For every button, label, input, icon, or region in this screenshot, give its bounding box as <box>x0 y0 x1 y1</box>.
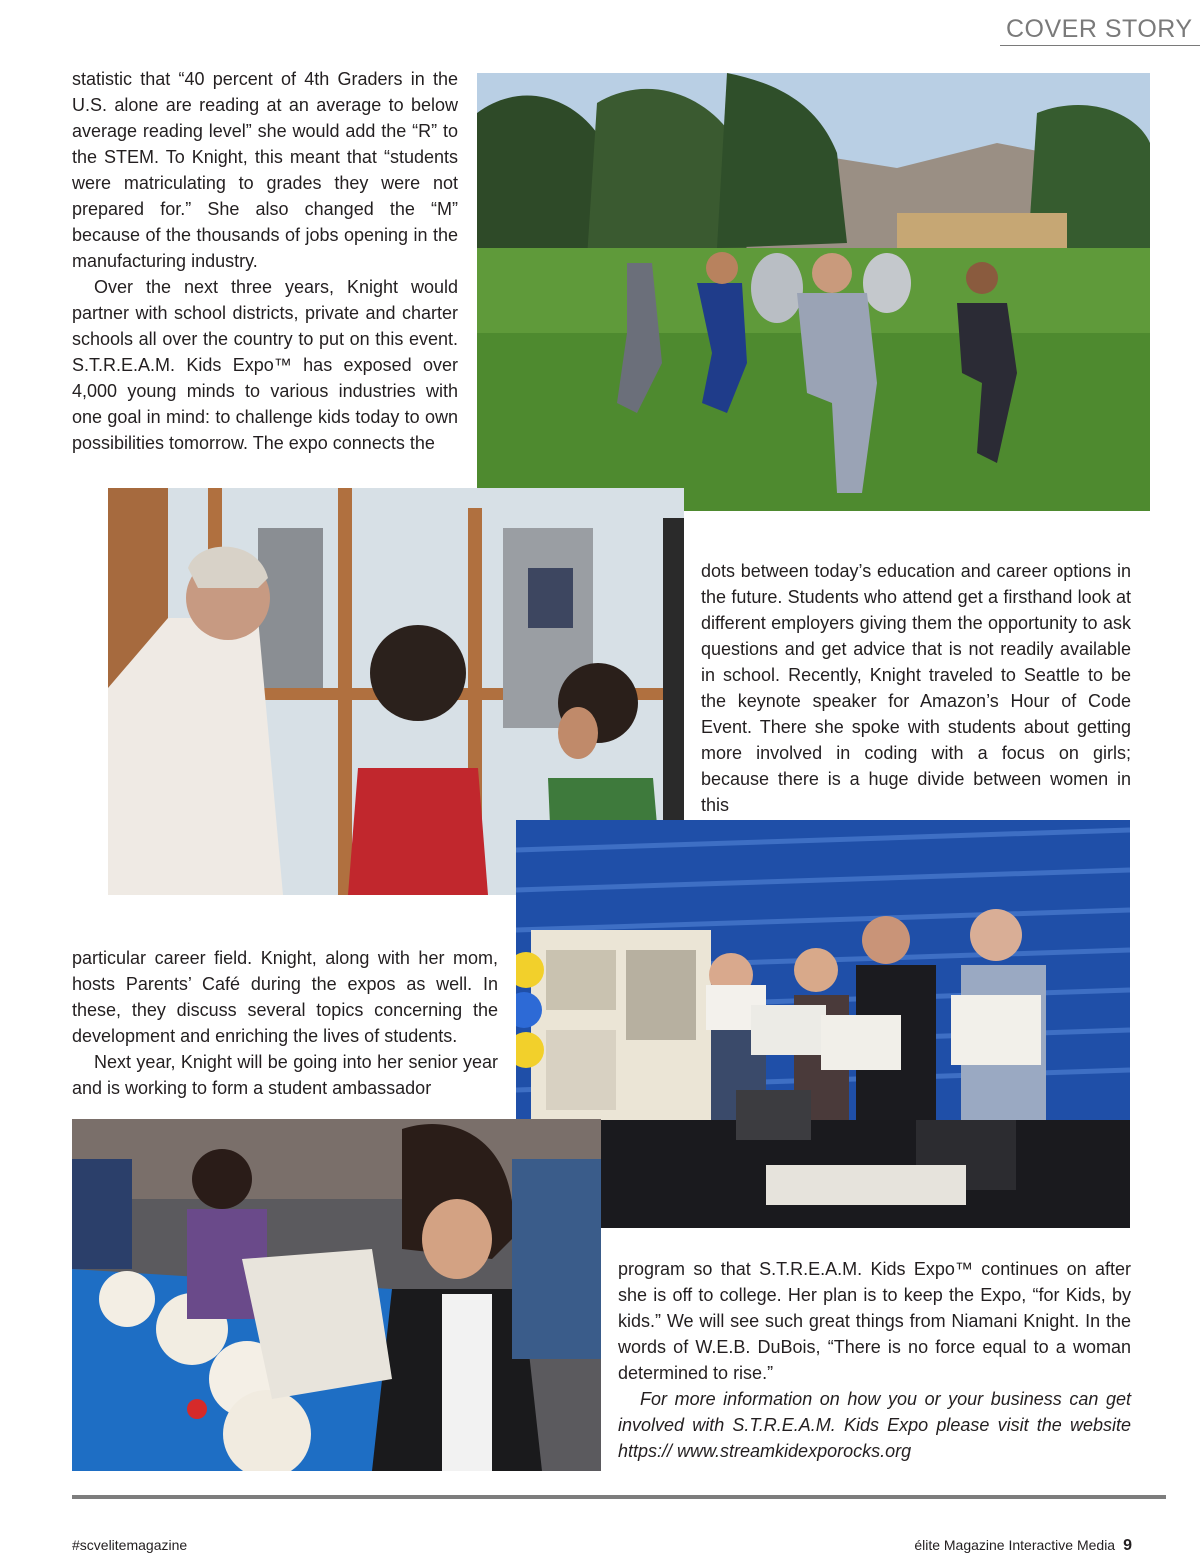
page-number: 9 <box>1123 1537 1132 1554</box>
section-label: COVER STORY <box>1000 12 1200 46</box>
footer-hashtag: #scvelitemagazine <box>72 1537 188 1553</box>
article-column-3 <box>72 945 498 1101</box>
photo-kids-running-field <box>477 73 1150 511</box>
article-paragraph: particular career field. Knight, along with her mom, hosts Parents’ Café during the expos as well. In these, they discuss several topics concerning the development and enriching the lives of students. <box>72 948 498 1046</box>
article-column-1 <box>72 66 458 456</box>
article-column-2 <box>701 558 1131 818</box>
footer-publication <box>914 1537 1132 1555</box>
article-column-4 <box>618 1256 1131 1464</box>
footer-rule <box>72 1495 1166 1499</box>
article-more-info: For more information on how you or your business can get involved with S.T.R.E.A.M. Kids Expo please visit the website https:// www.streamkidexporocks.org <box>618 1389 1131 1461</box>
photo-students-newspaper-booth <box>516 820 1130 1228</box>
article-paragraph: statistic that “40 percent of 4th Graders in the U.S. alone are reading at an average to below average reading level” she would add the “R” to the STEM. To Knight, this meant that “students were matriculating to grades they were not prepared for.” She also changed the “M” because of the thousands of jobs opening in the manufacturing industry. <box>72 69 458 271</box>
article-paragraph: Over the next three years, Knight would partner with school districts, private and charter schools all over the country to put on this event. S.T.R.E.A.M. Kids Expo™ has exposed over 4,000 young minds to various industries with one goal in mind: to challenge kids today to own possibilities tomorrow. The expo connects the <box>72 277 458 453</box>
article-paragraph: dots between today’s education and career options in the future. Students who attend get a firsthand look at different employers giving them the opportunity to ask questions and get advice that is not readily available in school. Recently, Knight traveled to Seattle to be the keynote speaker for Amazon’s Hour of Code Event. There she spoke with students about getting more involved in coding with a focus on girls; because there is a huge divide between women in this <box>701 561 1131 815</box>
footer-publication-name: élite Magazine Interactive Media <box>914 1537 1116 1553</box>
article-paragraph: Next year, Knight will be going into her senior year and is working to form a student ambassador <box>72 1052 498 1098</box>
photo-kids-craft-table <box>72 1119 601 1471</box>
article-paragraph: program so that S.T.R.E.A.M. Kids Expo™ continues on after she is off to college. Her plan is to keep the Expo, “for Kids, by kids.” We will see such great things from Niamani Knight. In the words of W.E.B. DuBois, “There is no force equal to a woman determined to rise.” <box>618 1259 1131 1383</box>
